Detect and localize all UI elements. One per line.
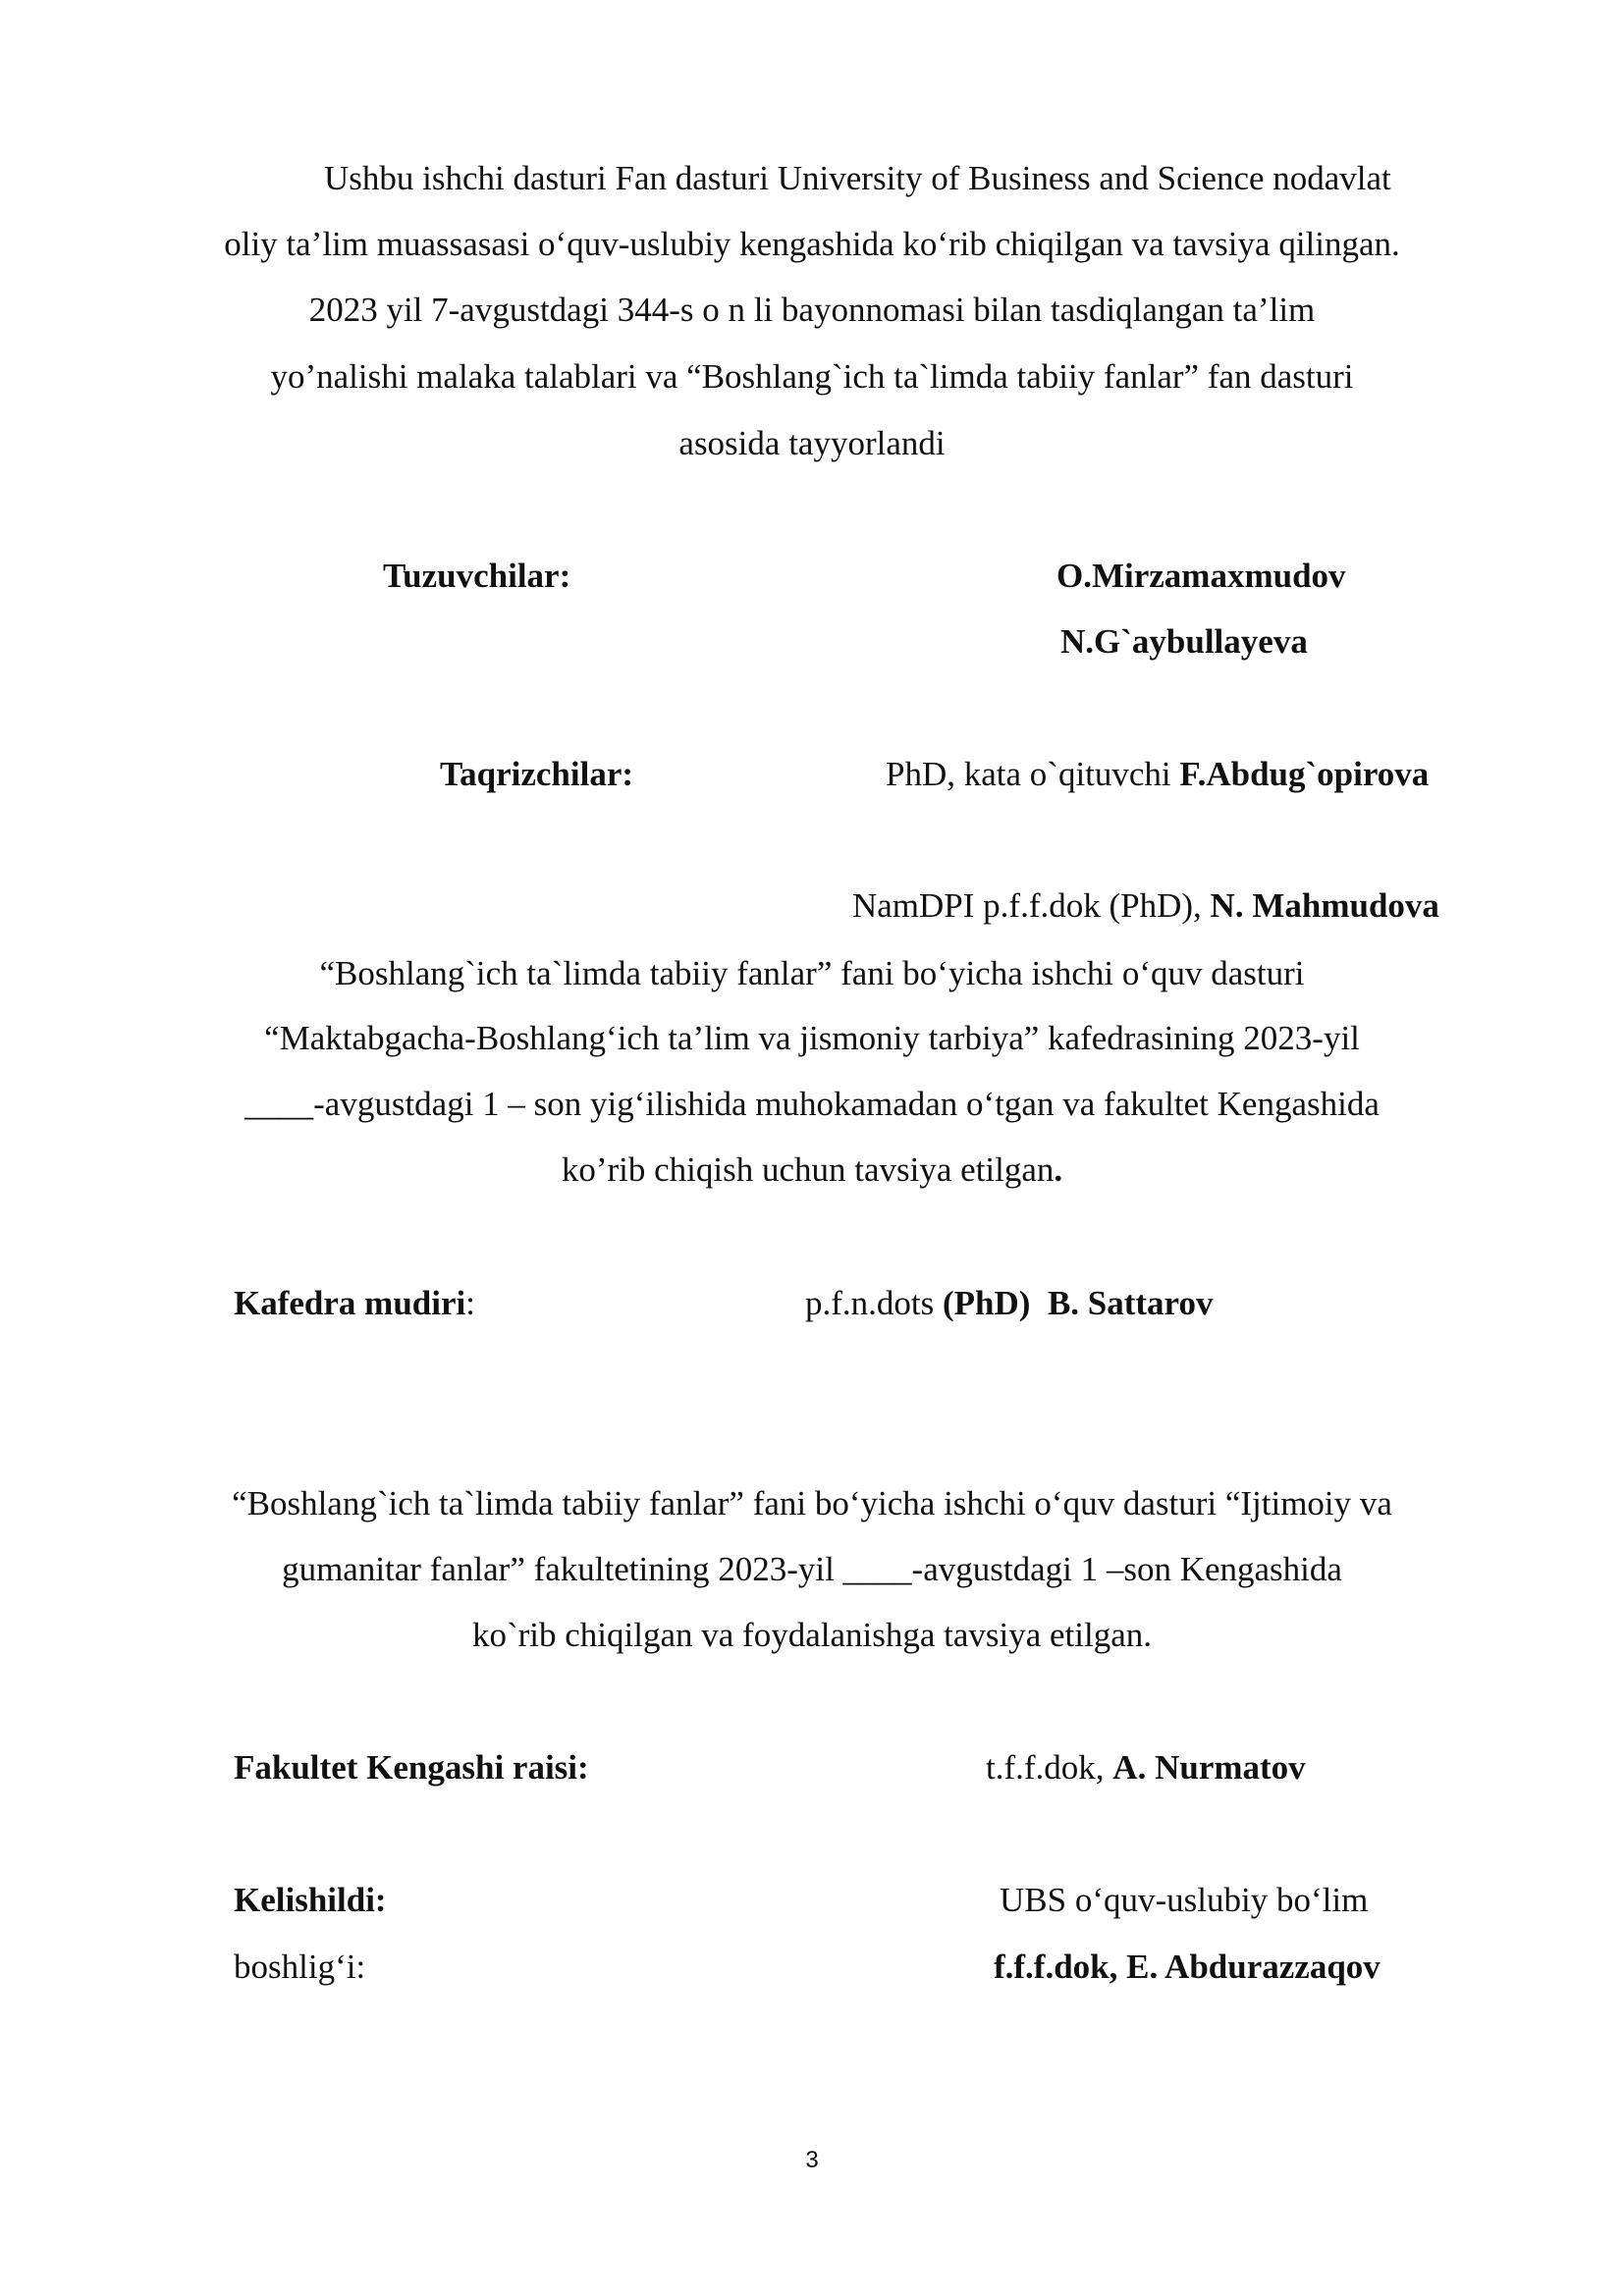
intro-line-5: asosida tayyorlandi [678, 424, 946, 462]
department-note-line-3: ____-avgustdagi 1 – son yig‘ilishida muhokamadan o‘tgan va fakultet Kengashida [244, 1085, 1380, 1123]
agreed-department: UBS o‘quv-uslubiy bo‘lim [1000, 1881, 1369, 1919]
authors-label: Tuzuvchilar: [383, 557, 571, 595]
author-name-2: N.G`aybullayeva [1060, 622, 1308, 661]
head-of-department-label [234, 1282, 475, 1325]
department-note-end-mark: . [1054, 1150, 1063, 1189]
faculty-chair-label: Fakultet Kengashi raisi: [234, 1748, 589, 1787]
reviewer-2-title: NamDPI p.f.f.dok (PhD), [852, 886, 1211, 925]
reviewer-1 [886, 753, 1429, 796]
faculty-note-line-2: gumanitar fanlar” fakultetining 2023-yil ____-avgustdagi 1 –son Kengashida [282, 1550, 1342, 1588]
head-name: B. Sattarov [1047, 1284, 1214, 1322]
author-name-1: O.Mirzamaxmudov [1056, 557, 1346, 595]
department-note-line-4 [0, 1148, 1624, 1192]
reviewers-label: Taqrizchilar: [440, 755, 634, 793]
head-degree: (PhD) [943, 1284, 1031, 1322]
head-title: p.f.n.dots [805, 1284, 943, 1322]
faculty-chair-title: t.f.f.dok, [986, 1748, 1113, 1787]
department-note-text: ko’rib chiqish uchun tavsiya etilgan [561, 1150, 1055, 1189]
agreed-label-line-2: boshlig‘i: [234, 1948, 366, 1986]
agreed-signatory: f.f.f.dok, E. Abdurazzaqov [994, 1948, 1380, 1986]
intro-line-4: yo’nalishi malaka talablari va “Boshlang`ich ta`limda tabiiy fanlar” fan dasturi [270, 357, 1354, 396]
faculty-chair-name: A. Nurmatov [1112, 1748, 1306, 1787]
page-number: 3 [805, 2147, 819, 2173]
intro-line-2: oliy ta’lim muassasasi o‘quv-uslubiy kengashida ko‘rib chiqilgan va tavsiya qilingan. [224, 225, 1400, 263]
head-of-department-name [805, 1282, 1213, 1325]
department-note-line-1: “Boshlang`ich ta`limda tabiiy fanlar” fani bo‘yicha ishchi o‘quv dasturi [319, 954, 1305, 992]
reviewer-2 [852, 884, 1439, 928]
faculty-note-line-1: “Boshlang`ich ta`limda tabiiy fanlar” fani bo‘yicha ishchi o‘quv dasturi “Ijtimoiy va [232, 1484, 1392, 1522]
head-label-text: Kafedra mudiri [234, 1284, 466, 1322]
reviewer-1-name: F.Abdug`opirova [1179, 755, 1430, 793]
reviewer-1-title: PhD, kata o`qituvchi [886, 755, 1180, 793]
intro-line-3: 2023 yil 7-avgustdagi 344-s o n li bayonnomasi bilan tasdiqlangan ta’lim [308, 291, 1316, 329]
head-label-colon: : [465, 1284, 475, 1322]
intro-line-1: Ushbu ishchi dasturi Fan dasturi University of Business and Science nodavlat [324, 159, 1391, 197]
agreed-label: Kelishildi: [234, 1881, 387, 1919]
department-note-line-2: “Maktabgacha-Boshlang‘ich ta’lim va jismoniy tarbiya” kafedrasining 2023-yil [264, 1019, 1360, 1057]
reviewer-2-name: N. Mahmudova [1210, 886, 1439, 925]
faculty-chair [986, 1746, 1306, 1789]
faculty-note-line-3: ko`rib chiqilgan va foydalanishga tavsiya etilgan. [471, 1616, 1153, 1654]
